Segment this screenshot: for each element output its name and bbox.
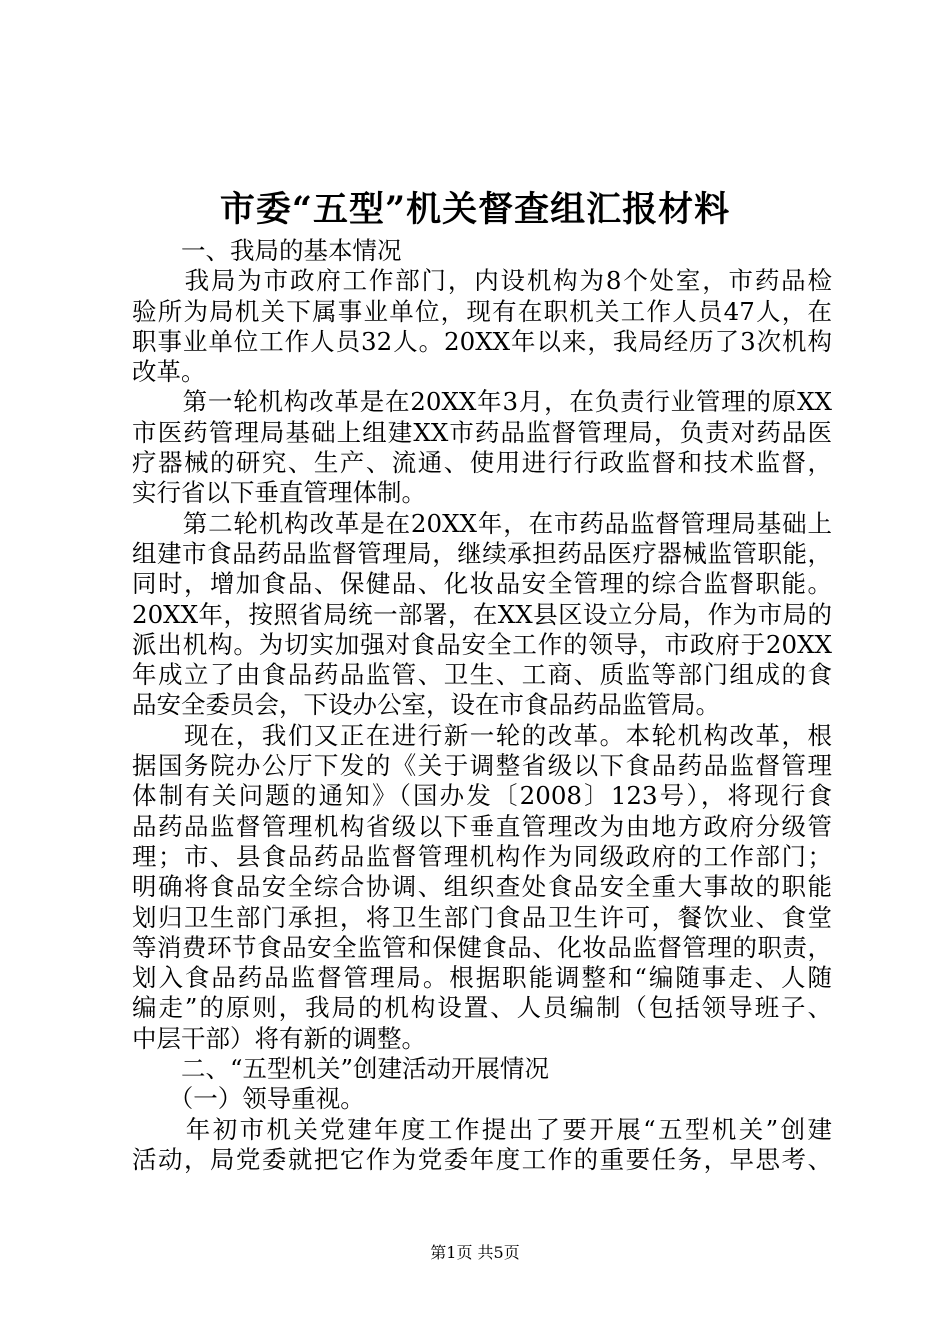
text-line: 实行省以下垂直管理体制。 xyxy=(132,478,426,508)
text-line: 等消费环节食品安全监管和保健食品、化妆品监督管理的职责， xyxy=(132,932,832,962)
text-line: 中层干部）将有新的调整。 xyxy=(132,1023,426,1053)
text-line: 改革。 xyxy=(132,357,206,387)
text-line: 划入食品药品监督管理局。根据职能调整和“编随事走、人随 xyxy=(132,963,832,993)
text-line: 年初市机关党建年度工作提出了要开展“五型机关”创建 xyxy=(132,1114,832,1144)
text-line: 据国务院办公厅下发的《关于调整省级以下食品药品监督管理 xyxy=(132,751,832,781)
section-heading: 二、“五型机关”创建活动开展情况 xyxy=(132,1054,550,1084)
text-line: 编走”的原则，我局的机构设置、人员编制（包括领导班子、 xyxy=(132,993,832,1023)
text-line: 市医药管理局基础上组建XX市药品监督管理局，负责对药品医 xyxy=(132,417,832,447)
text-line: 组建市食品药品监督管理局，继续承担药品医疗器械监管职能， xyxy=(132,538,832,568)
text-line: 我局为市政府工作部门，内设机构为8个处室，市药品检 xyxy=(132,266,832,296)
text-line: 第一轮机构改革是在20XX年3月，在负责行业管理的原XX xyxy=(132,387,832,417)
text-line: 理；市、县食品药品监督管理机构作为同级政府的工作部门； xyxy=(132,841,832,871)
text-line: 品药品监督管理机构省级以下垂直管理改为由地方政府分级管 xyxy=(132,811,832,841)
text-line: 职事业单位工作人员32人。20XX年以来，我局经历了3次机构 xyxy=(132,326,832,356)
text-line: 派出机构。为切实加强对食品安全工作的领导，市政府于20XX xyxy=(132,629,832,659)
text-line: 验所为局机关下属事业单位，现有在职机关工作人员47人，在 xyxy=(132,296,832,326)
text-line: 体制有关问题的通知》（国办发〔2008〕123号），将现行食 xyxy=(132,781,832,811)
text-line: 现在，我们又正在进行新一轮的改革。本轮机构改革，根 xyxy=(132,720,832,750)
text-line: 一、我局的基本情况 xyxy=(132,236,402,265)
page-footer: 第1页 共5页 xyxy=(430,1243,520,1262)
subsection-heading: （一）领导重视。 xyxy=(132,1084,365,1114)
document-body xyxy=(132,236,832,1175)
document-title: 市委“五型”机关督查组汇报材料 xyxy=(219,189,731,230)
text-line: 20XX年，按照省局统一部署，在XX县区设立分局，作为市局的 xyxy=(132,599,832,629)
text-line: 年成立了由食品药品监管、卫生、工商、质监等部门组成的食 xyxy=(132,660,832,690)
text-line: 第二轮机构改革是在20XX年，在市药品监督管理局基础上 xyxy=(132,508,832,538)
text-line: 划归卫生部门承担，将卫生部门食品卫生许可，餐饮业、食堂 xyxy=(132,902,832,932)
text-line: 活动，局党委就把它作为党委年度工作的重要任务，早思考、 xyxy=(132,1144,832,1174)
text-line: 疗器械的研究、生产、流通、使用进行行政监督和技术监督， xyxy=(132,448,832,478)
text-line: 明确将食品安全综合协调、组织查处食品安全重大事故的职能 xyxy=(132,872,832,902)
text-line: 品安全委员会，下设办公室，设在市食品药品监管局。 xyxy=(132,690,720,720)
text-line: 同时，增加食品、保健品、化妆品安全管理的综合监督职能。 xyxy=(132,569,832,599)
